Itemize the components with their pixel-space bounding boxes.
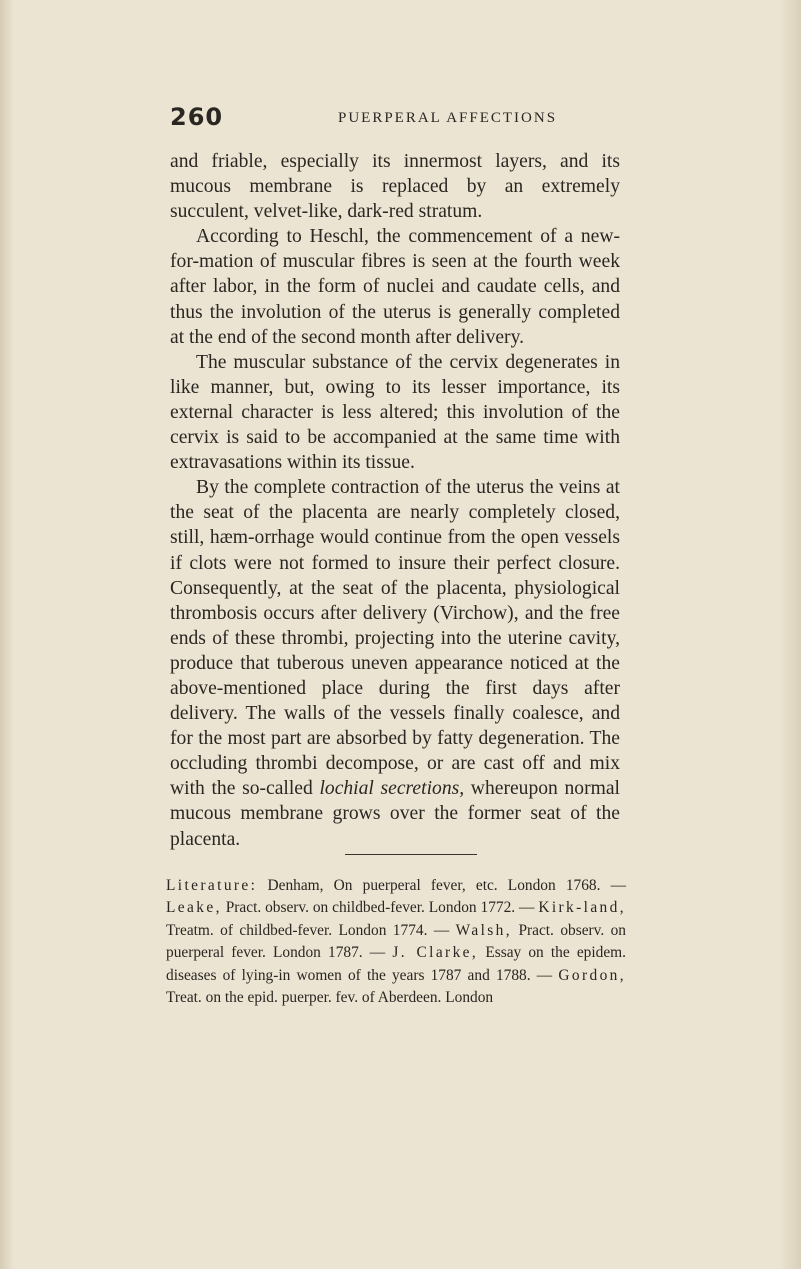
literature-label: Literature: xyxy=(166,877,258,894)
paragraph-4-end: whereupon normal mucous membrane grows over the former seat of the placenta. xyxy=(170,778,620,850)
page-number: 260 xyxy=(170,103,224,131)
running-head: PUERPERAL AFFECTIONS xyxy=(338,110,558,126)
literature-author: Walsh, xyxy=(455,921,513,939)
section-divider xyxy=(345,854,477,855)
page-shadow-left xyxy=(0,0,14,1269)
literature-author: Gordon, xyxy=(558,966,627,984)
body-text xyxy=(170,149,620,852)
literature-entry: Treat. on the epid. puerper. fev. of Aberdeen. London xyxy=(166,989,494,1007)
literature-author: Kirk-land, xyxy=(538,899,626,917)
literature-entry: On puerperal fever, etc. London 1768. — xyxy=(333,877,626,894)
literature-author: Denham, xyxy=(267,877,324,894)
page-shadow-right xyxy=(779,0,801,1269)
literature-entry: Pract. observ. on puerperal fever. London 1787. — xyxy=(166,921,626,962)
paragraph-4 xyxy=(170,475,620,851)
literature-entry: Pract. observ. on childbed-fever. London 1772. — xyxy=(225,899,535,917)
paragraph-1: and friable, especially its innermost layers, and its mucous membrane is replaced by an extremely succulent, velvet-like, dark-red stratum. xyxy=(170,151,620,223)
literature-author: Leake, xyxy=(166,899,222,917)
literature-references xyxy=(166,875,626,1009)
paragraph-4-text: By the complete contraction of the uterus the veins at the seat of the placenta are nearly completely closed, still, hæm-orrhage would continue from the open vessels if clots were not formed to insure their perfect closure. Consequently, at the seat of the placenta, physiological thrombosis occurs after delivery (Virchow), and the free ends of these thrombi, projecting into the uterine cavity, produce that tuberous uneven appearance noticed at the above-mentioned place during the first days after delivery. The walls of the vessels finally coalesce, and for the most part are absorbed by fatty degeneration. The occluding thrombi decompose, or are cast off and mix with the so-called xyxy=(170,477,620,800)
paragraph-2: According to Heschl, the commencement of a new-for-mation of muscular fibres is seen at the fourth week after labor, in the form of nuclei and caudate cells, and thus the involution of the uterus is generally completed at the end of the second month after delivery. xyxy=(170,226,620,348)
literature-entry: Essay on the epidem. diseases of lying-in women of the years 1787 and 1788. — xyxy=(166,944,626,984)
literature-entry: Treatm. of childbed-fever. London 1774. — xyxy=(166,921,450,939)
paragraph-3: The muscular substance of the cervix degenerates in like manner, but, owing to its lesser importance, its external character is less altered; this involution of the cervix is said to be accompanied at the same time with extravasations within its tissue. xyxy=(170,351,620,474)
literature-author: J. Clarke, xyxy=(392,944,479,962)
italic-term: lochial secretions, xyxy=(319,778,465,800)
